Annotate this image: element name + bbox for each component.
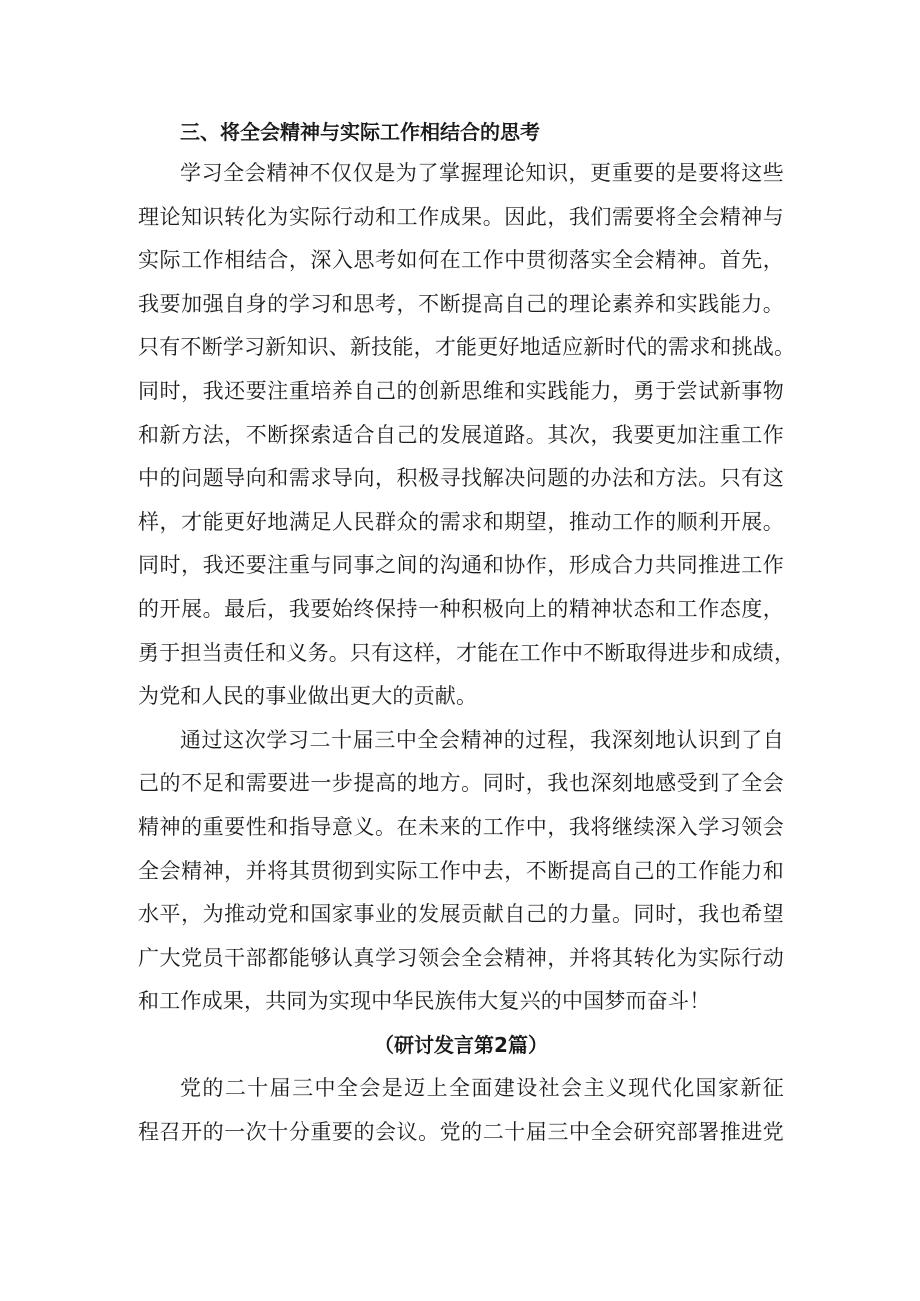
text-line: 和新方法，不断探索适合自己的发展道路。其次，我要更加注重工作 bbox=[138, 422, 784, 447]
paragraph-2 bbox=[138, 719, 784, 1024]
text-line: 程召开的一次十分重要的会议。党的二十届三中全会研究部署推进党 bbox=[138, 1120, 784, 1145]
text-line: 为党和人民的事业做出更大的贡献。 bbox=[138, 684, 478, 709]
text-line: 和工作成果，共同为实现中华民族伟大复兴的中国梦而奋斗！ bbox=[138, 989, 711, 1014]
text-line: 党的二十届三中全会是迈上全面建设社会主义现代化国家新征 bbox=[180, 1076, 784, 1101]
text-line: 广大党员干部都能够认真学习领会全会精神，并将其转化为实际行动 bbox=[138, 945, 784, 970]
section-heading: 三、将全会精神与实际工作相结合的思考 bbox=[180, 120, 540, 144]
speech-subtitle: （研讨发言第2篇） bbox=[374, 1032, 548, 1057]
text-line: 同时，我还要注重培养自己的创新思维和实践能力，勇于尝试新事物 bbox=[138, 378, 784, 403]
text-line: 精神的重要性和指导意义。在未来的工作中，我将继续深入学习领会 bbox=[138, 814, 784, 839]
text-line: 的开展。最后，我要始终保持一种积极向上的精神状态和工作态度， bbox=[138, 596, 784, 621]
text-line: 我要加强自身的学习和思考，不断提高自己的理论素养和实践能力。 bbox=[138, 291, 784, 316]
text-line: 中的问题导向和需求导向，积极寻找解决问题的办法和方法。只有这 bbox=[138, 466, 784, 491]
text-line: 只有不断学习新知识、新技能，才能更好地适应新时代的需求和挑战。 bbox=[138, 335, 796, 360]
text-line: 实际工作相结合，深入思考如何在工作中贯彻落实全会精神。首先， bbox=[138, 248, 784, 273]
text-line: 样，才能更好地满足人民群众的需求和期望，推动工作的顺利开展。 bbox=[138, 509, 784, 534]
document-body bbox=[138, 112, 796, 1155]
text-line: 通过这次学习二十届三中全会精神的过程，我深刻地认识到了自 bbox=[180, 727, 784, 752]
text-line: 水平，为推动党和国家事业的发展贡献自己的力量。同时，我也希望 bbox=[138, 902, 784, 927]
text-line: 学习全会精神不仅仅是为了掌握理论知识，更重要的是要将这些 bbox=[180, 161, 784, 185]
paragraph-1 bbox=[138, 152, 796, 719]
text-line: 全会精神，并将其贯彻到实际工作中去，不断提高自己的工作能力和 bbox=[138, 858, 784, 883]
text-line: 己的不足和需要进一步提高的地方。同时，我也深刻地感受到了全会 bbox=[138, 771, 784, 796]
text-line: 勇于担当责任和义务。只有这样，才能在工作中不断取得进步和成绩， bbox=[138, 640, 796, 665]
text-line: 同时，我还要注重与同事之间的沟通和协作，形成合力共同推进工作 bbox=[138, 553, 784, 578]
paragraph-3 bbox=[138, 1067, 784, 1154]
text-line: 理论知识转化为实际行动和工作成果。因此，我们需要将全会精神与 bbox=[138, 204, 784, 229]
